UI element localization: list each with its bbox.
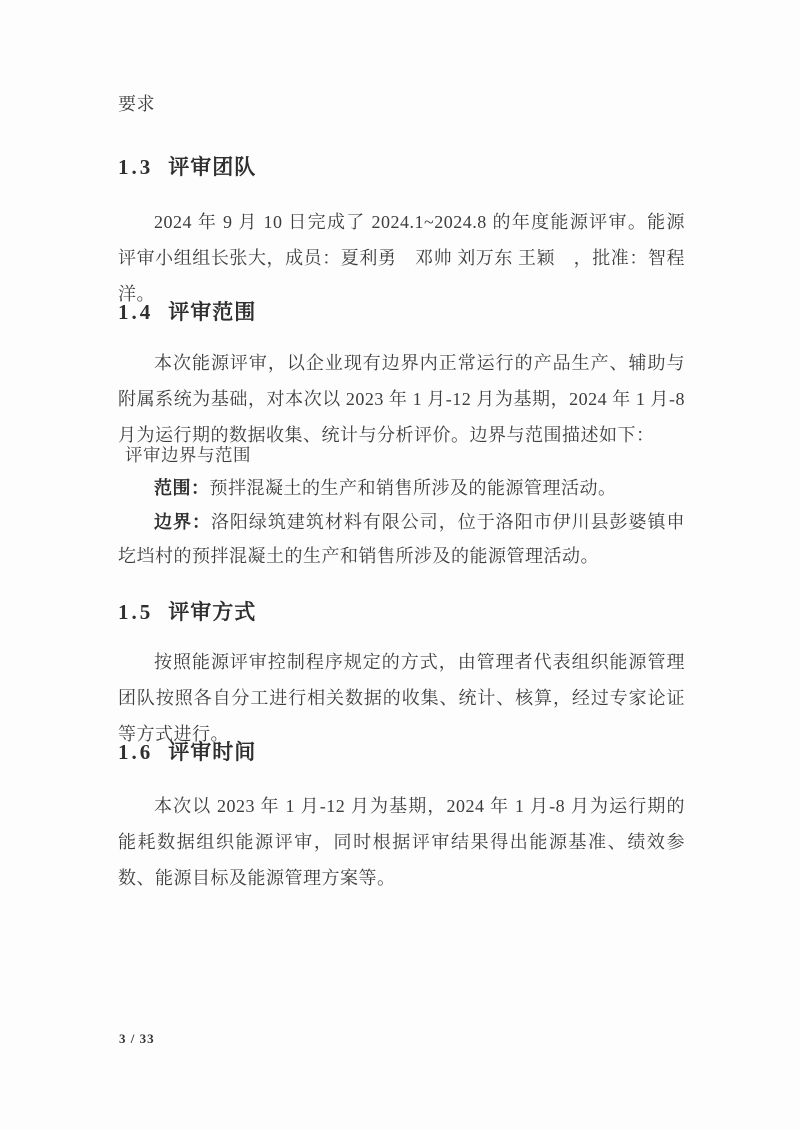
scope-label: 范围： bbox=[154, 478, 210, 498]
section-title: 评审时间 bbox=[168, 741, 257, 764]
section-heading-1-4 bbox=[118, 297, 685, 328]
section-number: 1.5 bbox=[118, 600, 154, 624]
section-number: 1.6 bbox=[118, 740, 154, 764]
page-number: 3 / 33 bbox=[119, 1031, 155, 1046]
section-title: 评审团队 bbox=[168, 156, 257, 179]
section-title: 评审方式 bbox=[168, 601, 257, 624]
section-1-6-paragraph: 本次以 2023 年 1 月-12 月为基期，2024 年 1 月-8 月为运行期的能耗数据组织能源评审，同时根据评审结果得出能源基准、绩效参数、能源目标及能源管理方案等。 bbox=[118, 796, 685, 888]
section-heading-1-5 bbox=[118, 597, 685, 628]
boundary-text: 洛阳绿筑建筑材料有限公司，位于洛阳市伊川县彭婆镇申圪垱村的预拌混凝土的生产和销售所涉及的能源管理活动。 bbox=[118, 512, 686, 566]
review-boundary-caption: 评审边界与范围 bbox=[125, 445, 251, 465]
section-title: 评审范围 bbox=[168, 301, 257, 324]
section-1-3-paragraph: 2024 年 9 月 10 日完成了 2024.1~2024.8 的年度能源评审。能源评审小组组长张大，成员：夏利勇 邓帅 刘万东 王颖 ，批准：智程洋。 bbox=[118, 212, 685, 304]
section-heading-1-6 bbox=[118, 737, 685, 768]
boundary-line bbox=[118, 505, 685, 573]
section-1-4-paragraph: 本次能源评审，以企业现有边界内正常运行的产品生产、辅助与附属系统为基础，对本次以 2023 年 1 月-12 月为基期，2024 年 1 月-8 月为运行期的数据收集、统计与分析评价。边界与范围描述如下： bbox=[118, 353, 685, 445]
scope-line bbox=[118, 471, 685, 505]
boundary-label: 边界： bbox=[154, 512, 211, 532]
section-number: 1.3 bbox=[118, 155, 154, 179]
section-heading-1-3 bbox=[118, 152, 685, 183]
section-1-5-paragraph: 按照能源评审控制程序规定的方式，由管理者代表组织能源管理团队按照各自分工进行相关数据的收集、统计、核算，经过专家论证等方式进行。 bbox=[118, 652, 685, 744]
section-number: 1.4 bbox=[118, 300, 154, 324]
intro-fragment: 要求 bbox=[118, 94, 155, 114]
scope-text: 预拌混凝土的生产和销售所涉及的能源管理活动。 bbox=[209, 478, 617, 498]
